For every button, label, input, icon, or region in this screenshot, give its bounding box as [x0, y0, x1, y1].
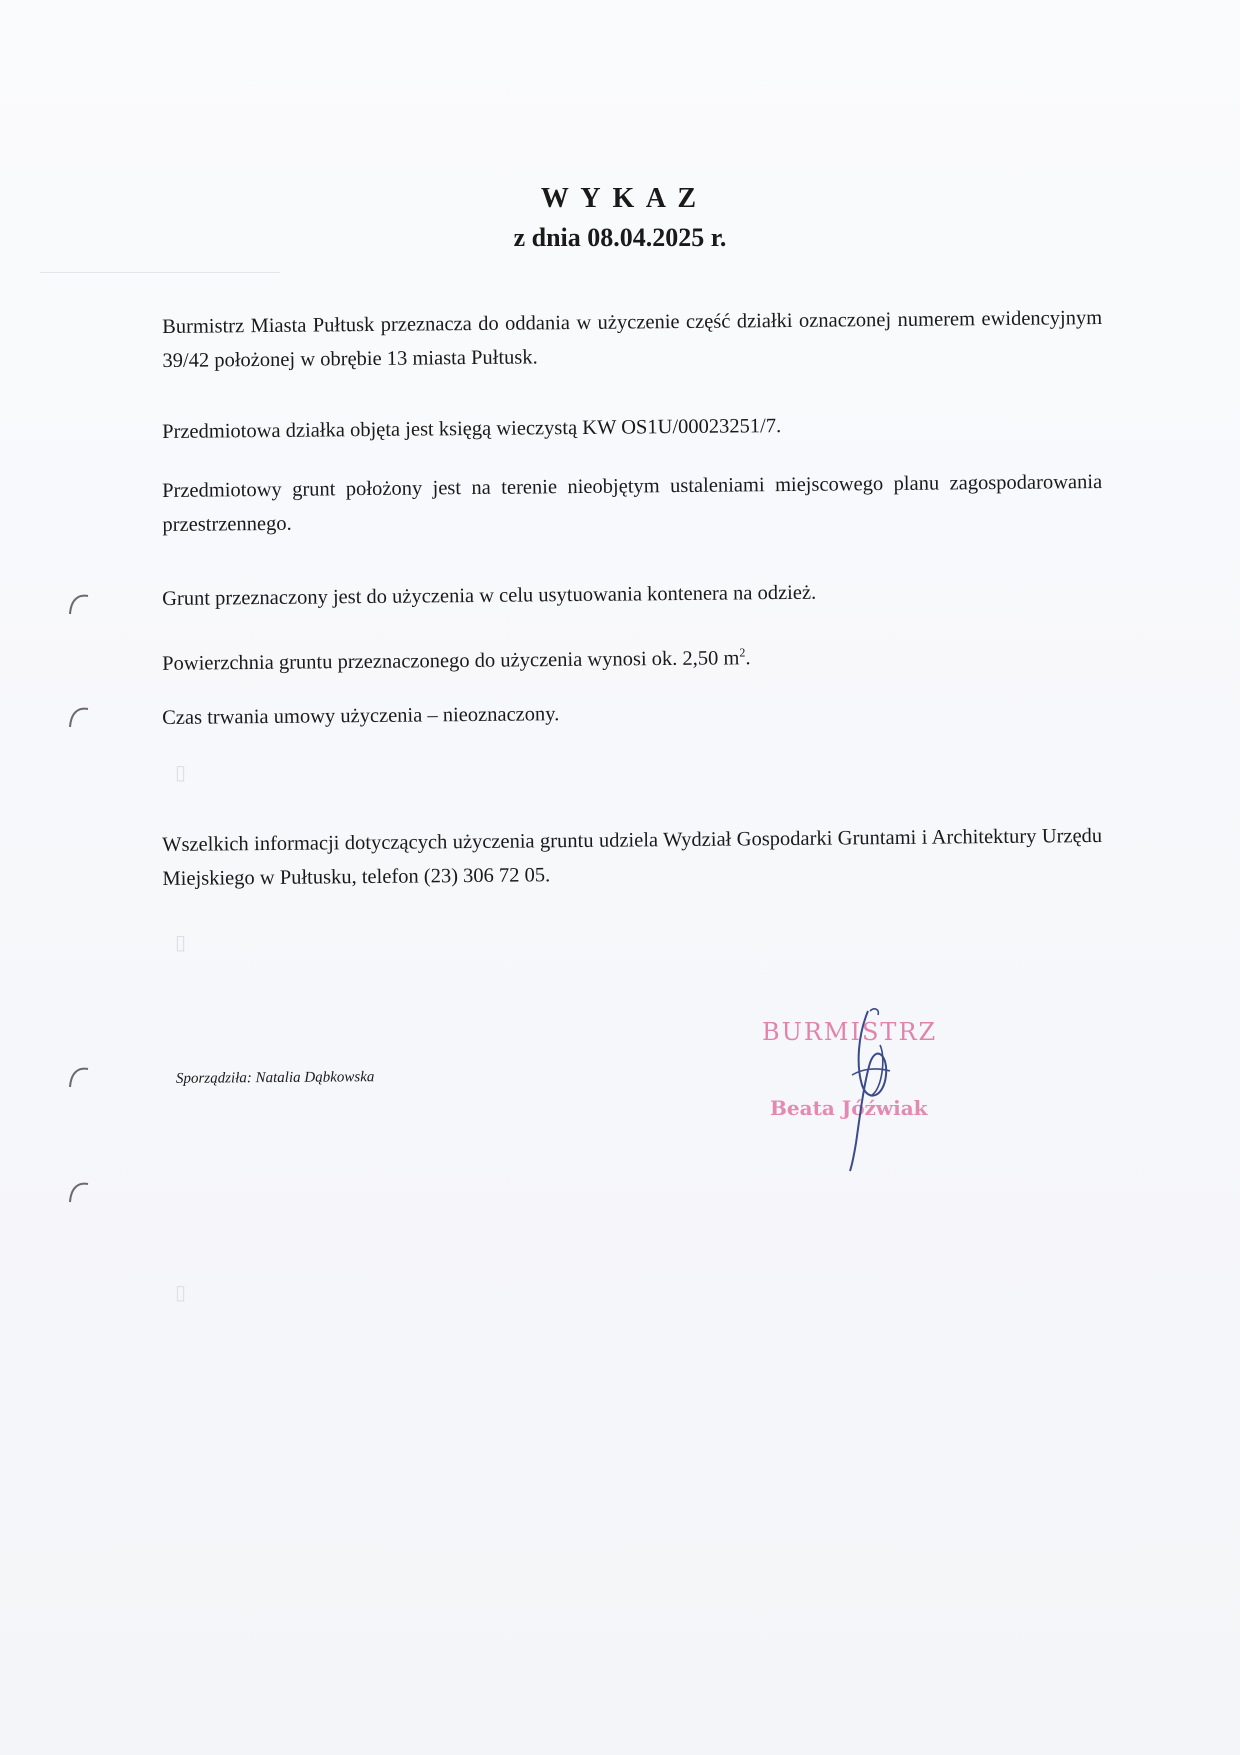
document-title: W Y K A Z: [540, 183, 700, 214]
punch-hole-icon: [66, 705, 92, 731]
prepared-by-note: Sporządziła: Natalia Dąbkowska: [175, 1069, 375, 1087]
paragraph-text: Przedmiotowy grunt położony jest na terenie nieobjętym ustaleniami miejscowego planu zagospodarowania przestrzennego.: [162, 470, 1103, 536]
paragraph-contact-info: [162, 819, 1103, 896]
area-period: .: [745, 647, 751, 670]
punch-hole-icon: [66, 1180, 92, 1206]
bleed-through-mark: ▯: [175, 762, 187, 784]
punch-hole-icon: [66, 1065, 92, 1091]
paragraph-text: Grunt przeznaczony jest do użyczenia w celu usytuowania kontenera na odzież.: [162, 581, 817, 610]
document-date: z dnia 08.04.2025 r.: [513, 223, 727, 252]
paragraph-text: Przedmiotowa działka objęta jest księgą wieczystą KW OS1U/00023251/7.: [162, 415, 782, 443]
bleed-through-line: [40, 272, 280, 273]
paragraph-text: Burmistrz Miasta Pułtusk przeznacza do oddania w użyczenie część działki oznaczonej numerem ewidencyjnym 39/42 położonej w obrębie 13 miasta Pułtusk.: [162, 306, 1103, 372]
paragraph-text: Wszelkich informacji dotyczących użyczenia gruntu udziela Wydział Gospodarki Gruntami i Architektury Urzędu Miejskiego w Pułtusku, telefon (23) 306 72 05.: [162, 824, 1103, 890]
area-text: Powierzchnia gruntu przeznaczonego do użyczenia wynosi ok. 2,50 m: [162, 647, 740, 675]
paragraph-land-register: [162, 406, 1102, 449]
paragraph-plot-designation: [162, 301, 1103, 378]
paragraph-duration: [162, 692, 1102, 735]
handwritten-signature-icon: [810, 1005, 920, 1175]
paragraph-purpose: [162, 573, 1102, 616]
bleed-through-mark: ▯: [175, 932, 187, 954]
stamp-name: Beata Jóźwiak: [770, 1096, 928, 1120]
punch-hole-icon: [66, 592, 92, 618]
paragraph-text: [162, 632, 1102, 681]
bleed-through-mark: ▯: [175, 1282, 187, 1304]
area-unit-exponent: 2: [739, 645, 746, 660]
paragraph-area: [162, 632, 1102, 681]
stamp-title: BURMISTRZ: [762, 1018, 938, 1046]
paragraph-zoning-plan: [162, 465, 1103, 542]
paragraph-text: Czas trwania umowy użyczenia – nieoznaczony.: [162, 703, 560, 729]
